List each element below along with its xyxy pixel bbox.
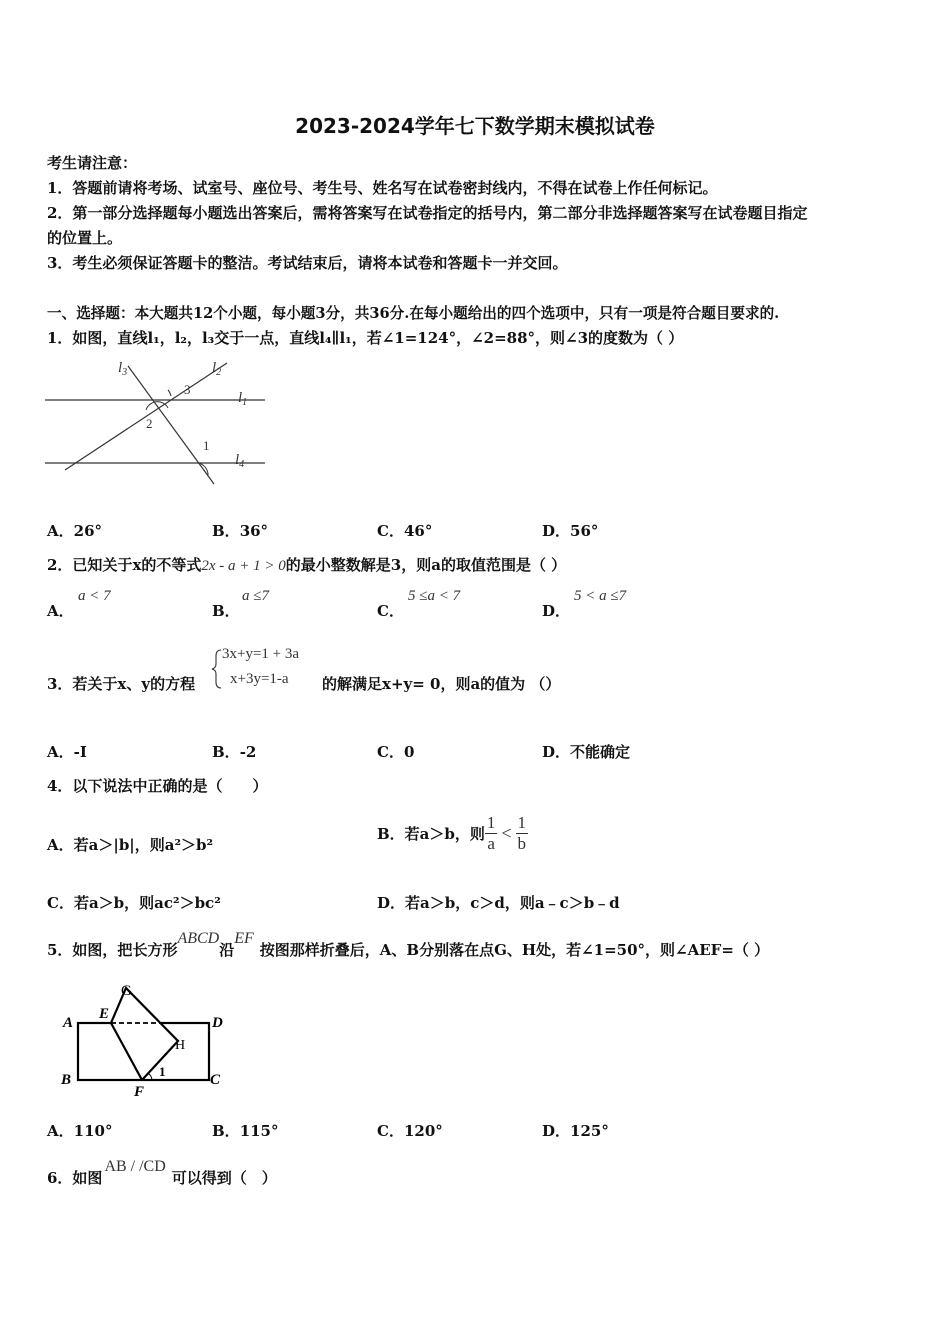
label-h: H xyxy=(175,1038,186,1053)
label-c: C xyxy=(210,1072,221,1088)
label-l1: $l_1$ xyxy=(238,390,248,408)
label-g: G xyxy=(121,983,132,999)
notice-item-3: 3．考生必须保证答题卡的整洁。考试结束后，请将本试卷和答题卡一并交回。 xyxy=(47,254,568,272)
q1-option-d[interactable]: D．56° xyxy=(542,522,599,540)
rectangle-efcd xyxy=(78,1023,209,1080)
question-6-stem: 6．如图AB / /CD可以得到（ ） xyxy=(47,1158,277,1187)
notice-item-2: 2．第一部分选择题每小题选出答案后，需将答案写在试卷指定的括号内，第二部分非选择题答案写在试卷题目指定 xyxy=(47,204,808,222)
label-f: F xyxy=(134,1084,145,1100)
q2-option-d-value: 5 < a ≤7 xyxy=(574,588,627,604)
figure-q5-fold xyxy=(55,975,235,1100)
q5-option-c[interactable]: C．120° xyxy=(377,1122,443,1140)
q1-option-a[interactable]: A．26° xyxy=(47,522,103,540)
page-title: 2023-2024学年七下数学期末模拟试卷 xyxy=(295,114,655,138)
label-l4: $l_4$ xyxy=(235,452,245,470)
q1-option-b[interactable]: B．36° xyxy=(212,522,269,540)
q4-option-d[interactable]: D．若a＞b，c＞d，则a﹣c＞b﹣d xyxy=(377,894,620,912)
q2-option-a[interactable]: A． xyxy=(47,602,74,620)
label-l3: $l_3$ xyxy=(118,360,128,378)
q3-option-a[interactable]: A．-I xyxy=(47,743,87,761)
q3-option-b[interactable]: B．-2 xyxy=(212,743,257,761)
q2-option-c-value: 5 ≤a < 7 xyxy=(408,588,461,604)
label-e: E xyxy=(99,1006,110,1022)
q4-fraction-1: $\frac{1}{a}$ xyxy=(486,812,496,853)
q3-option-c[interactable]: C．0 xyxy=(377,743,415,761)
q1-option-c[interactable]: C．46° xyxy=(377,522,433,540)
q5-option-d[interactable]: D．125° xyxy=(542,1122,609,1140)
label-angle-3: 3 xyxy=(184,382,191,397)
label-l2: $l_2$ xyxy=(212,360,222,378)
label-angle-2: 2 xyxy=(146,416,153,431)
notice-heading: 考生请注意： xyxy=(47,154,138,172)
label-a: A xyxy=(63,1015,74,1031)
section-heading: 一、选择题：本大题共12个小题，每小题3分，共36分.在每小题给出的四个选项中，只有一项是符合题目要求的. xyxy=(47,305,780,322)
label-angle-1: 1 xyxy=(159,1064,166,1079)
question-1-stem: 1．如图，直线l₁，l₂，l₃交于一点，直线l₄∥l₁，若∠1=124°，∠2=88°，则∠3的度数为（ ） xyxy=(47,329,684,347)
folded-part xyxy=(111,988,178,1080)
question-3-post: 的解满足x+y= 0，则a的值为 （） xyxy=(322,675,561,693)
q4-fraction-2: $\frac{1}{b}$ xyxy=(517,812,527,853)
q2-option-d[interactable]: D． xyxy=(542,602,571,620)
q3-equation-2: x+3y=1-a xyxy=(230,671,289,687)
question-2-stem: 2．已知关于x的不等式2x - a + 1 > 0的最小整数解是3，则a的取值范围是（ ） xyxy=(47,556,567,574)
label-angle-1: 1 xyxy=(203,438,210,453)
q2-option-c[interactable]: C． xyxy=(377,602,404,620)
q4-option-b[interactable]: B．若a＞b，则 $\frac{1}{a}$ < $\frac{1}{b}$ xyxy=(377,812,527,853)
q5-option-a[interactable]: A．110° xyxy=(47,1122,113,1140)
question-3-pre: 3．若关于x、y的方程 xyxy=(47,675,196,693)
label-b: B xyxy=(61,1072,72,1088)
q3-equation-1: 3x+y=1 + 3a xyxy=(222,646,300,662)
fold-line-ef xyxy=(111,1023,142,1080)
notice-item-2-cont: 的位置上。 xyxy=(47,229,123,247)
angle-3-arc xyxy=(168,390,171,396)
figure-q1-lines xyxy=(40,352,270,492)
q4-option-a[interactable]: A．若a＞|b|，则a²＞b² xyxy=(47,836,214,854)
q4-option-c[interactable]: C．若a＞b，则ac²＞bc² xyxy=(47,894,221,912)
q2-option-b[interactable]: B． xyxy=(212,602,240,620)
q3-option-d[interactable]: D．不能确定 xyxy=(542,743,631,761)
q2-inequality: 2x - a + 1 > 0 xyxy=(201,558,286,574)
label-d: D xyxy=(212,1015,223,1031)
q5-option-b[interactable]: B．115° xyxy=(212,1122,279,1140)
question-5-stem: 5．如图，把长方形ABCD沿EF按图那样折叠后，A、B分别落在点G、H处，若∠1=50°，则∠AEF=（ ） xyxy=(47,930,770,959)
notice-item-1: 1．答题前请将考场、试室号、座位号、考生号、姓名写在试卷密封线内，不得在试卷上作任何标记。 xyxy=(47,179,718,197)
q2-option-b-value: a ≤7 xyxy=(242,588,269,604)
q2-option-a-value: a < 7 xyxy=(78,588,111,604)
line-l3 xyxy=(128,366,214,484)
question-4-stem: 4．以下说法中正确的是（ ） xyxy=(47,777,268,795)
